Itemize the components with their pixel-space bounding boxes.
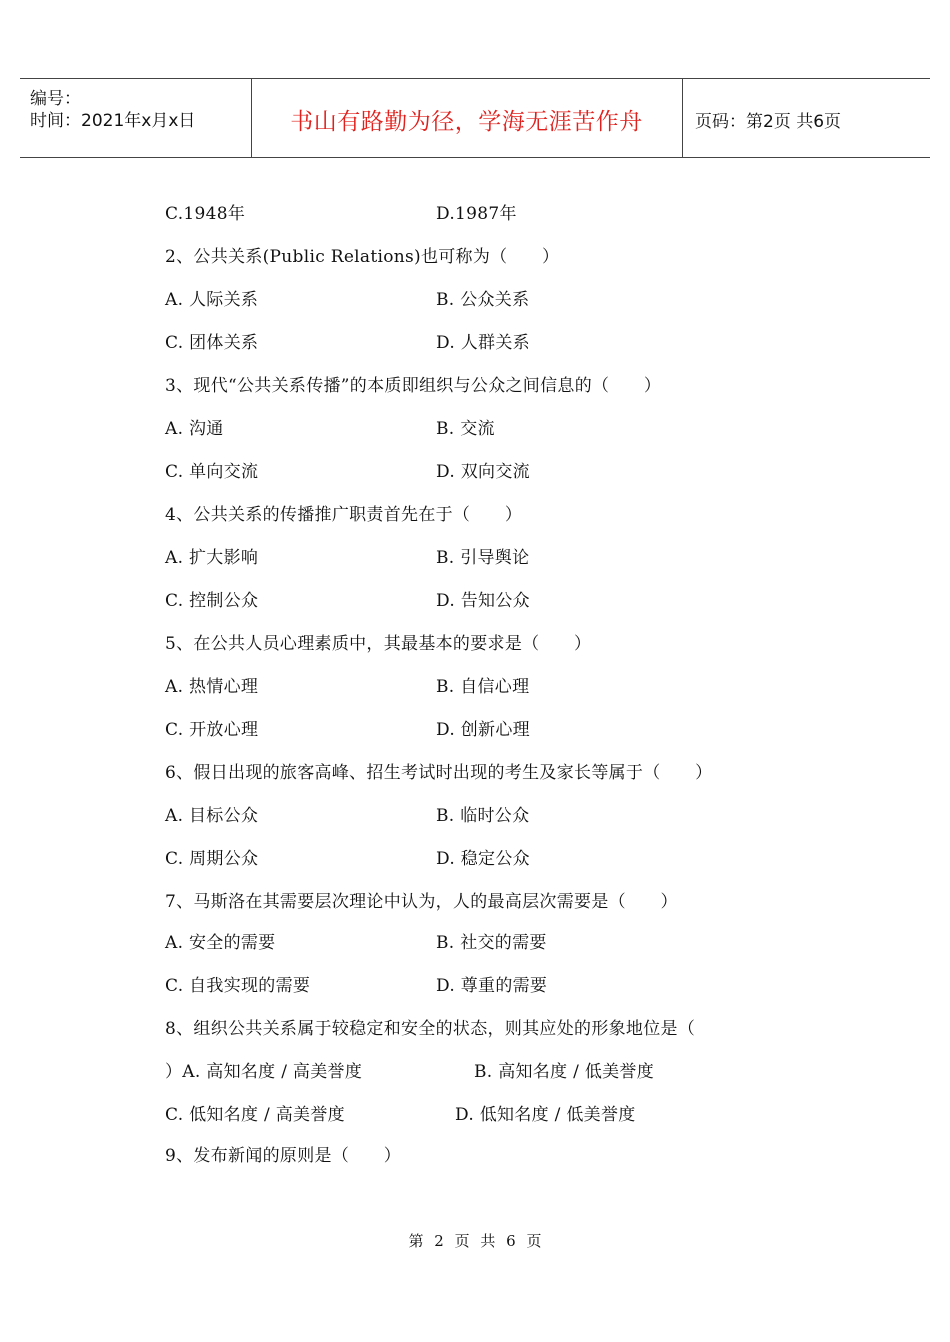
- option-left: C.1948年: [165, 204, 246, 224]
- option-right: B. 社交的需要: [436, 933, 547, 953]
- header-info-cell: [20, 79, 252, 157]
- option-right: B. 自信心理: [436, 677, 530, 697]
- document-time-label: 时间：2021年x月x日: [30, 111, 196, 131]
- question-stem: 9、发布新闻的原则是（ ）: [165, 1146, 402, 1166]
- option-right: B. 公众关系: [436, 290, 530, 310]
- option-right: D. 稳定公众: [436, 849, 530, 869]
- question-stem: 8、组织公共关系属于较稳定和安全的状态，则其应处的形象地位是（: [165, 1019, 696, 1039]
- option-right: D. 人群关系: [436, 333, 530, 353]
- question-stem: 3、现代“公共关系传播”的本质即组织与公众之间信息的（ ）: [165, 376, 662, 396]
- option-right: B. 高知名度 / 低美誉度: [474, 1062, 655, 1082]
- option-left: ）A. 高知名度 / 高美誉度: [165, 1062, 363, 1082]
- option-right: D. 尊重的需要: [436, 976, 548, 996]
- question-stem: 2、公共关系(Public Relations)也可称为（ ）: [165, 247, 560, 267]
- option-right: D.1987年: [436, 204, 517, 224]
- option-left: A. 热情心理: [165, 677, 259, 697]
- question-stem: 5、在公共人员心理素质中，其最基本的要求是（ ）: [165, 634, 592, 654]
- document-number-label: 编号：: [30, 89, 81, 109]
- option-right: D. 创新心理: [436, 720, 530, 740]
- header-motto-cell: [251, 79, 683, 157]
- question-stem: 4、公共关系的传播推广职责首先在于（ ）: [165, 505, 523, 525]
- option-left: C. 周期公众: [165, 849, 259, 869]
- option-left: C. 单向交流: [165, 462, 259, 482]
- question-stem: 7、马斯洛在其需要层次理论中认为，人的最高层次需要是（ ）: [165, 892, 678, 912]
- page-code: 页码：第2页 共6页: [695, 112, 842, 132]
- option-left: A. 沟通: [165, 419, 224, 439]
- option-right: B. 临时公众: [436, 806, 530, 826]
- option-right: D. 告知公众: [436, 591, 530, 611]
- option-left: A. 安全的需要: [165, 933, 276, 953]
- option-right: B. 引导舆论: [436, 548, 530, 568]
- option-left: C. 控制公众: [165, 591, 259, 611]
- option-right: D. 双向交流: [436, 462, 530, 482]
- option-left: C. 低知名度 / 高美誉度: [165, 1105, 345, 1125]
- option-left: A. 扩大影响: [165, 548, 259, 568]
- option-left: A. 目标公众: [165, 806, 259, 826]
- option-left: C. 开放心理: [165, 720, 259, 740]
- option-left: C. 团体关系: [165, 333, 259, 353]
- option-left: C. 自我实现的需要: [165, 976, 311, 996]
- option-left: A. 人际关系: [165, 290, 259, 310]
- question-stem: 6、假日出现的旅客高峰、招生考试时出现的考生及家长等属于（ ）: [165, 763, 713, 783]
- option-right: B. 交流: [436, 419, 495, 439]
- motto-text: 书山有路勤为径，学海无涯苦作舟: [290, 109, 643, 135]
- option-right: D. 低知名度 / 低美誉度: [455, 1105, 636, 1125]
- page-header: [20, 78, 930, 158]
- page-footer: 第 2 页 共 6 页: [408, 1232, 542, 1250]
- header-page-cell: [683, 79, 930, 157]
